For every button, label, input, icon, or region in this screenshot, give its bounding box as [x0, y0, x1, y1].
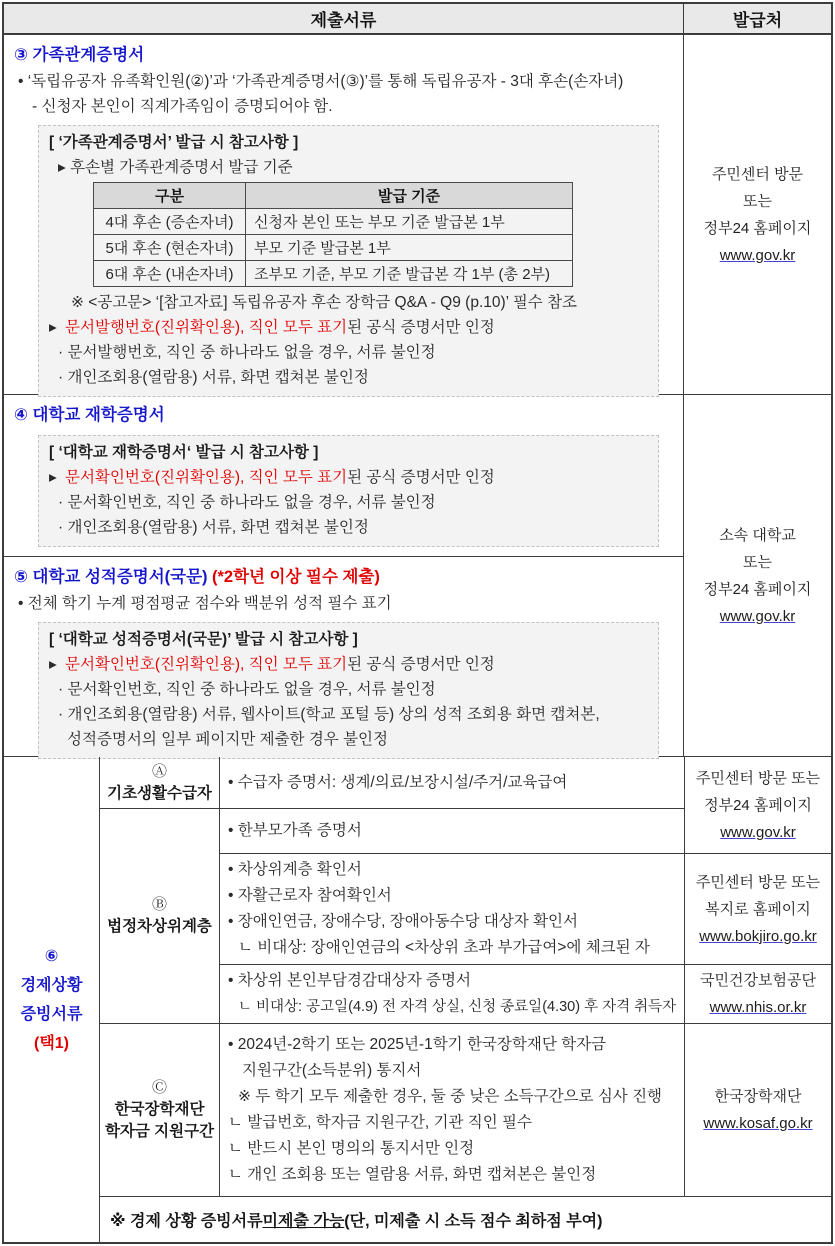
category-name: 기초생활수급자 [107, 784, 212, 802]
table-row [94, 209, 573, 235]
section5-heading-red: (*2학년 이상 필수 제출) [211, 568, 380, 586]
document-requirement-line: ㄴ 개인 조회용 또는 열람용 서류, 화면 캡쳐본은 불인정 [228, 1166, 597, 1183]
document-requirement-line: ㄴ 반드시 본인 명의의 통지서만 인정 [228, 1140, 475, 1157]
issuer-line: 정부24 홈페이지 [704, 796, 812, 814]
section4-reference-box [38, 435, 659, 547]
section-economic-status [4, 757, 831, 1242]
issuer-line: 주민센터 방문 또는 [695, 873, 821, 891]
issuer-line: 또는 [743, 553, 772, 571]
issuer-cell-gov24 [685, 757, 831, 854]
section6-number: ⑥ [44, 947, 59, 965]
criteria-key: 4대 후손 (증손자녀) [94, 209, 246, 235]
criteria-value: 신청자 본인 또는 부모 기준 발급본 1부 [246, 209, 573, 235]
rule-rest-text: 된 공식 증명서만 인정 [347, 319, 495, 336]
rule-line [49, 652, 648, 677]
section-university-certificates [4, 395, 831, 757]
rule-red-text: 문서확인번호(진위확인용), 직인 모두 표기 [65, 656, 348, 673]
table-row [94, 261, 573, 287]
documents-kosaf-notice [220, 1024, 685, 1197]
category-statutory-near-poor [100, 809, 220, 1024]
document-line: • 차상위 본인부담경감대상자 증명서 [228, 972, 471, 989]
section3-bullet-cont: - 신청자 본인이 직계가족임이 증명되어야 함. [32, 98, 333, 115]
column-header-issuer: 발급처 [683, 4, 831, 33]
note-post: (단, 미제출 시 소득 점수 최하점 부여) [344, 1213, 603, 1230]
rule-red-text: 문서발행번호(진위확인용), 직인 모두 표기 [65, 319, 348, 336]
rule-sub-line: · 개인조회용(열람용) 서류, 화면 캡쳐본 불인정 [58, 369, 369, 386]
document-line: • 자활근로자 참여확인서 [228, 887, 392, 904]
criteria-key: 6대 후손 (내손자녀) [94, 261, 246, 287]
section6-label-line: 증빙서류 [20, 1005, 83, 1023]
issuer-line: 주민센터 방문 [711, 165, 804, 183]
section5-reference-box [38, 622, 659, 759]
rule-line [49, 465, 648, 490]
box-subheading: ▸ 후손별 가족관계증명서 발급 기준 [58, 159, 293, 176]
section-enrollment-certificate [4, 395, 683, 557]
category-name: 학자금 지원구간 [104, 1123, 215, 1140]
circled-b-badge: Ⓑ [151, 896, 167, 913]
section5-heading-row [14, 563, 673, 591]
nhis-link[interactable]: www.nhis.or.kr [709, 999, 807, 1016]
rule-rest-text: 된 공식 증명서만 인정 [347, 656, 495, 673]
issuer-line: 정부24 홈페이지 [703, 219, 812, 237]
triangle-bullet-icon: ▸ [49, 319, 57, 336]
rule-rest-text: 된 공식 증명서만 인정 [347, 469, 495, 486]
documents-basic-livelihood [220, 757, 685, 809]
document-line: • 한부모가족 증명서 [228, 822, 362, 839]
triangle-bullet-icon: ▸ [49, 469, 57, 486]
document-line: • 차상위계층 확인서 [228, 861, 362, 878]
section6-label-line: 경제상황 [20, 976, 83, 994]
category-name: 법정차상위계층 [107, 918, 212, 935]
circled-c-badge: Ⓒ [151, 1079, 167, 1096]
document-cont-line: 지원구간(소득분위) 통지서 [242, 1062, 422, 1079]
criteria-value: 부모 기준 발급본 1부 [246, 235, 573, 261]
section3-content [4, 35, 683, 394]
document-note-line: ※ 두 학기 모두 제출한 경우, 둘 중 낮은 소득구간으로 심사 진행 [238, 1088, 663, 1105]
triangle-bullet-icon: ▸ [49, 656, 57, 673]
section6-label-cell [4, 757, 100, 1242]
table-row [94, 183, 573, 209]
issuer-cell-family-certificate [683, 35, 831, 394]
section4-heading: ④ 대학교 재학증명서 [14, 406, 165, 424]
issuer-cell-nhis [685, 965, 831, 1024]
document-line: • 장애인연금, 장애수당, 장애아동수당 대상자 확인서 [228, 913, 579, 930]
section3-bullet: • ‘독립유공자 유족확인원(②)’과 ‘가족관계증명서(③)’를 통해 독립유공자 - 3대 후손(손자녀) [18, 73, 624, 90]
note-underlined: 미제출 가능 [262, 1213, 345, 1230]
descendant-criteria-table [93, 182, 573, 287]
section5-heading: ⑤ 대학교 성적증명서(국문) [14, 568, 208, 586]
section45-content [4, 395, 683, 756]
issuer-line: 소속 대학교 [719, 526, 796, 544]
criteria-value: 조부모 기준, 부모 기준 발급본 각 1부 (총 2부) [246, 261, 573, 287]
document-line: • 2024년-2학기 또는 2025년-1학기 한국장학재단 학자금 [228, 1036, 607, 1053]
box-title: [ ‘대학교 재학증명서‘ 발급 시 참고사항 ] [49, 444, 319, 461]
section3-heading: ③ 가족관계증명서 [14, 46, 145, 64]
section3-reference-box [38, 125, 659, 397]
section-transcript-certificate [4, 557, 683, 756]
rule-sub-line: · 문서발행번호, 직인 중 하나라도 없을 경우, 서류 불인정 [58, 344, 436, 361]
table-row [94, 235, 573, 261]
document-requirement-line: ㄴ 발급번호, 학자금 지원구간, 기관 직인 필수 [228, 1114, 532, 1131]
economic-docs-optional-note [100, 1197, 831, 1242]
documents-single-parent [220, 809, 685, 854]
criteria-col2-header: 발급 기준 [246, 183, 573, 209]
rule-sub-line: · 문서확인번호, 직인 중 하나라도 없을 경우, 서류 불인정 [58, 681, 436, 698]
issuer-line: 정부24 홈페이지 [703, 580, 812, 598]
category-kosaf-bracket [100, 1024, 220, 1197]
submission-documents-table [2, 2, 833, 1244]
issuer-cell-university [683, 395, 831, 756]
rule-sub-line: · 문서확인번호, 직인 중 하나라도 없을 경우, 서류 불인정 [58, 494, 436, 511]
issuer-line: 또는 [743, 192, 772, 210]
reference-note: ※ <공고문> ‘[참고자료] 독립유공자 후손 장학금 Q&A - Q9 (p.10)’ 필수 참조 [71, 294, 578, 311]
document-exception-line: ㄴ 비대상: 공고일(4.9) 전 자격 상실, 신청 종료일(4.30) 후 자격 취득자 [238, 999, 677, 1015]
gov24-link[interactable]: www.gov.kr [719, 246, 796, 264]
column-header-documents: 제출서류 [310, 11, 377, 30]
category-basic-livelihood [100, 757, 220, 809]
issuer-line: 한국장학재단 [714, 1088, 802, 1105]
document-line: • 수급자 증명서: 생계/의료/보장시설/주거/교육급여 [228, 773, 568, 791]
box-title: [ ‘가족관계증명서’ 발급 시 참고사항 ] [49, 134, 299, 151]
document-exception-line: ㄴ 비대상: 장애인연금의 <차상위 초과 부가급여>에 체크된 자 [238, 939, 650, 956]
issuer-line: 복지로 홈페이지 [705, 900, 811, 918]
category-name: 한국장학재단 [114, 1101, 205, 1118]
rule-line [49, 315, 648, 340]
criteria-col1-header: 구분 [94, 183, 246, 209]
section6-choose-one: (택1) [33, 1034, 69, 1052]
box-title: [ ‘대학교 성적증명서(국문)’ 발급 시 참고사항 ] [49, 631, 358, 648]
issuer-cell-kosaf [685, 1024, 831, 1197]
rule-red-text: 문서확인번호(진위확인용), 직인 모두 표기 [65, 469, 348, 486]
table-header-row [4, 4, 831, 35]
note-pre: ※ 경제 상황 증빙서류 [110, 1213, 263, 1230]
issuer-line: 국민건강보험공단 [700, 972, 816, 989]
bokjiro-link[interactable]: www.bokjiro.go.kr [699, 927, 817, 945]
gov24-link[interactable]: www.gov.kr [719, 607, 796, 625]
documents-near-poor-confirmations [220, 854, 685, 965]
section5-bullet: • 전체 학기 누계 평점평균 점수와 백분위 성적 필수 표기 [18, 595, 392, 612]
rule-sub-line: · 개인조회용(열람용) 서류, 화면 캡쳐본 불인정 [58, 519, 369, 536]
circled-a-badge: Ⓐ [151, 762, 167, 780]
documents-copay-reduction [220, 965, 685, 1024]
issuer-line: 주민센터 방문 또는 [695, 769, 821, 787]
rule-sub-cont-line: 성적증명서의 일부 페이지만 제출한 경우 불인정 [67, 731, 388, 748]
gov24-link[interactable]: www.gov.kr [720, 823, 796, 841]
rule-sub-line: · 개인조회용(열람용) 서류, 웹사이트(학교 포털 등) 상의 성적 조회용 화면 캡쳐본, [58, 706, 600, 723]
issuer-cell-bokjiro [685, 854, 831, 965]
section-family-certificate [4, 35, 831, 395]
criteria-key: 5대 후손 (현손자녀) [94, 235, 246, 261]
kosaf-link[interactable]: www.kosaf.go.kr [703, 1115, 813, 1132]
